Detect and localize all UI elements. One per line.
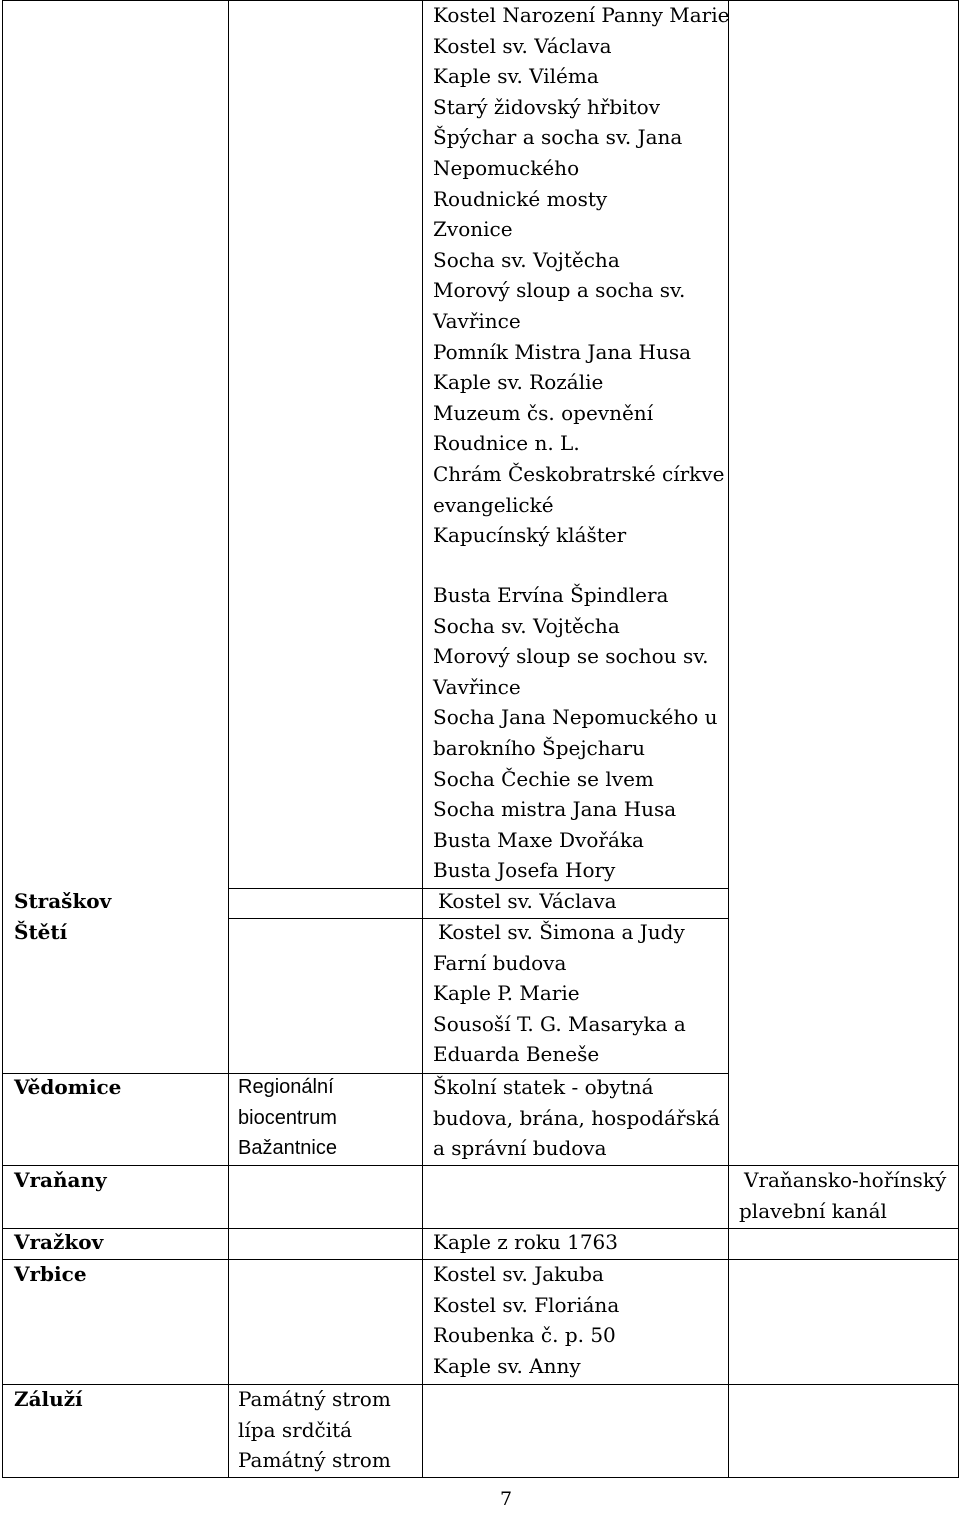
monument-item: Kapucínský klášter: [433, 523, 627, 548]
monument-item: Pomník Mistra Jana Husa: [433, 339, 692, 364]
monuments-list-vedomice: [433, 1072, 720, 1164]
page-number: 7: [500, 1488, 513, 1510]
monument-item: Socha sv. Vojtěcha: [433, 613, 620, 638]
monument-item: Socha Jana Nepomuckého u: [433, 705, 718, 730]
municipality-vrazkov: Vražkov: [14, 1230, 104, 1254]
nature-item: Bažantnice: [238, 1137, 337, 1160]
table-right-border: [958, 0, 959, 1478]
monument-item: Kaple sv. Rozálie: [433, 370, 604, 395]
monument-item: Nepomuckého: [433, 155, 580, 180]
monument-item: Kaple sv. Anny: [433, 1353, 581, 1378]
municipality-steti: Štětí: [14, 920, 68, 944]
monument-item: Busta Josefa Hory: [433, 858, 616, 883]
monument-item: Busta Ervína Špindlera: [433, 583, 669, 607]
monuments-list-vrbice: [433, 1259, 619, 1381]
municipality-zaluzi: Záluží: [14, 1387, 83, 1411]
monument-item: Roudnické mosty: [433, 186, 608, 211]
monument-item: Kostel sv. Václava: [433, 33, 612, 58]
monuments-list-roudnice-continued: [433, 580, 718, 886]
monument-item: Socha mistra Jana Husa: [433, 797, 677, 822]
monument-item: Busta Maxe Dvořáka: [433, 827, 644, 852]
monument-item: Školní statek - obytná: [433, 1075, 654, 1099]
monument-item: Zvonice: [433, 217, 513, 242]
monument-item: Kostel sv. Šimona a Judy: [438, 920, 685, 944]
monument-item: Kostel sv. Jakuba: [433, 1262, 604, 1286]
nature-item: Památný strom: [238, 1387, 391, 1411]
monument-item: Roudnice n. L.: [433, 431, 580, 456]
other-item: Vraňansko-hořínský: [744, 1168, 947, 1192]
monument-item: Socha Čechie se lvem: [433, 766, 654, 791]
monument-item: budova, brána, hospodářská: [433, 1105, 720, 1130]
monument-item: Sousoší T. G. Masaryka a: [433, 1011, 686, 1036]
nature-list-zaluzi: [238, 1384, 391, 1476]
monument-item: evangelické: [433, 492, 554, 517]
monument-item: barokního Špejcharu: [433, 735, 645, 760]
monument-item: Vavřince: [433, 308, 521, 333]
monument-item: Kaple z roku 1763: [433, 1230, 619, 1254]
monument-item: Chrám Českobratrské církve: [433, 461, 725, 486]
municipality-straskov: Straškov: [14, 889, 112, 913]
table-left-border: [2, 0, 3, 1478]
monument-item: Špýchar a socha sv. Jana: [433, 125, 683, 150]
monument-item: Starý židovský hřbitov: [433, 94, 661, 119]
column-divider: [228, 0, 229, 1478]
municipality-vrbice: Vrbice: [14, 1262, 87, 1286]
monument-item: Vavřince: [433, 674, 521, 699]
monument-item: Kostel sv. Floriána: [433, 1292, 620, 1317]
monument-item: Kostel Narození Panny Marie: [433, 3, 730, 27]
column-divider: [422, 0, 423, 1478]
table-bottom-border: [2, 1477, 959, 1478]
monument-item: Kaple P. Marie: [433, 981, 580, 1006]
municipality-vranany: Vraňany: [14, 1168, 107, 1192]
municipality-vedomice: Vědomice: [14, 1075, 122, 1099]
nature-list-vedomice: [238, 1072, 337, 1164]
other-item: plavební kanál: [739, 1198, 887, 1223]
monument-item: Roubenka č. p. 50: [433, 1323, 616, 1348]
nature-item: lípa srdčitá: [238, 1417, 353, 1442]
monument-item: Farní budova: [433, 950, 567, 975]
nature-item: biocentrum: [238, 1106, 337, 1129]
monument-item: Kaple sv. Viléma: [433, 64, 599, 89]
monument-item: Eduarda Beneše: [433, 1042, 600, 1067]
monument-item: Morový sloup se sochou sv.: [433, 644, 709, 669]
nature-item: Regionální: [238, 1076, 334, 1098]
other-list-vranany: [739, 1165, 946, 1226]
monuments-list-steti: [433, 917, 686, 1070]
monument-item: Morový sloup a socha sv.: [433, 278, 686, 303]
monuments-list-roudnice: [433, 0, 729, 551]
monument-item: Muzeum čs. opevnění: [433, 400, 654, 425]
row-divider: [2, 1384, 959, 1385]
monument-item: Kostel sv. Václava: [438, 889, 617, 913]
monument-item: a správní budova: [433, 1136, 607, 1161]
nature-item: Památný strom: [238, 1448, 391, 1473]
monument-item: Socha sv. Vojtěcha: [433, 247, 620, 272]
